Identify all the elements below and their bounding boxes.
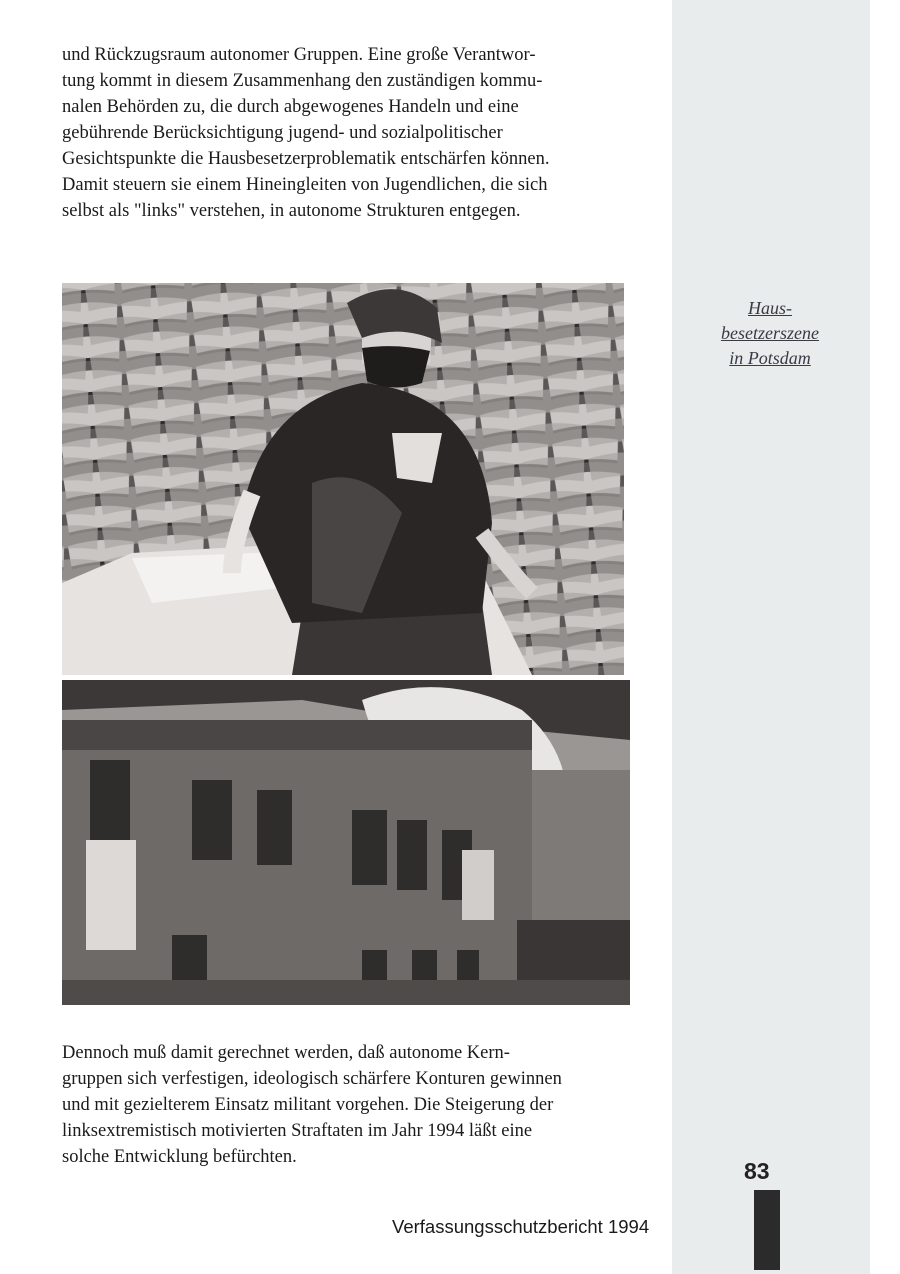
margin-note-heading xyxy=(680,296,860,371)
page-marker-bar xyxy=(754,1190,780,1270)
text-line: und Rückzugsraum autonomer Gruppen. Eine große Verantwor- xyxy=(62,45,536,65)
text-line: nalen Behörden zu, die durch abgewogenes Handeln und eine xyxy=(62,97,519,117)
text-line: gebührende Berücksichtigung jugend- und sozialpolitischer xyxy=(62,123,503,143)
margin-note-line: Haus- xyxy=(748,298,792,318)
page-number: 83 xyxy=(744,1158,770,1184)
text-line: Gesichtspunkte die Hausbesetzerproblematik entschärfen können. xyxy=(62,149,550,169)
margin-sidebar xyxy=(672,0,870,1274)
body-paragraph-bottom xyxy=(62,1040,652,1170)
body-paragraph-top xyxy=(62,42,632,224)
text-line: Dennoch muß damit gerechnet werden, daß autonome Kern- xyxy=(62,1043,510,1063)
text-line: und mit gezielterem Einsatz militant vorgehen. Die Steigerung der xyxy=(62,1095,554,1115)
footer-title: Verfassungsschutzbericht 1994 xyxy=(392,1216,650,1237)
text-line: tung kommt in diesem Zusammenhang den zuständigen kommu- xyxy=(62,71,543,91)
photo-person-on-roof xyxy=(62,283,624,675)
text-line: selbst als "links" verstehen, in autonome Strukturen entgegen. xyxy=(62,201,521,221)
margin-note-line: besetzerszene xyxy=(721,323,819,343)
margin-note-line: in Potsdam xyxy=(729,348,811,368)
text-line: Damit steuern sie einem Hineingleiten von Jugendlichen, die sich xyxy=(62,175,548,195)
photo-burning-building xyxy=(62,680,630,1005)
text-line: gruppen sich verfestigen, ideologisch schärfere Konturen gewinnen xyxy=(62,1069,562,1089)
text-line: solche Entwicklung befürchten. xyxy=(62,1147,297,1167)
text-line: linksextremistisch motivierten Straftaten im Jahr 1994 läßt eine xyxy=(62,1121,533,1141)
